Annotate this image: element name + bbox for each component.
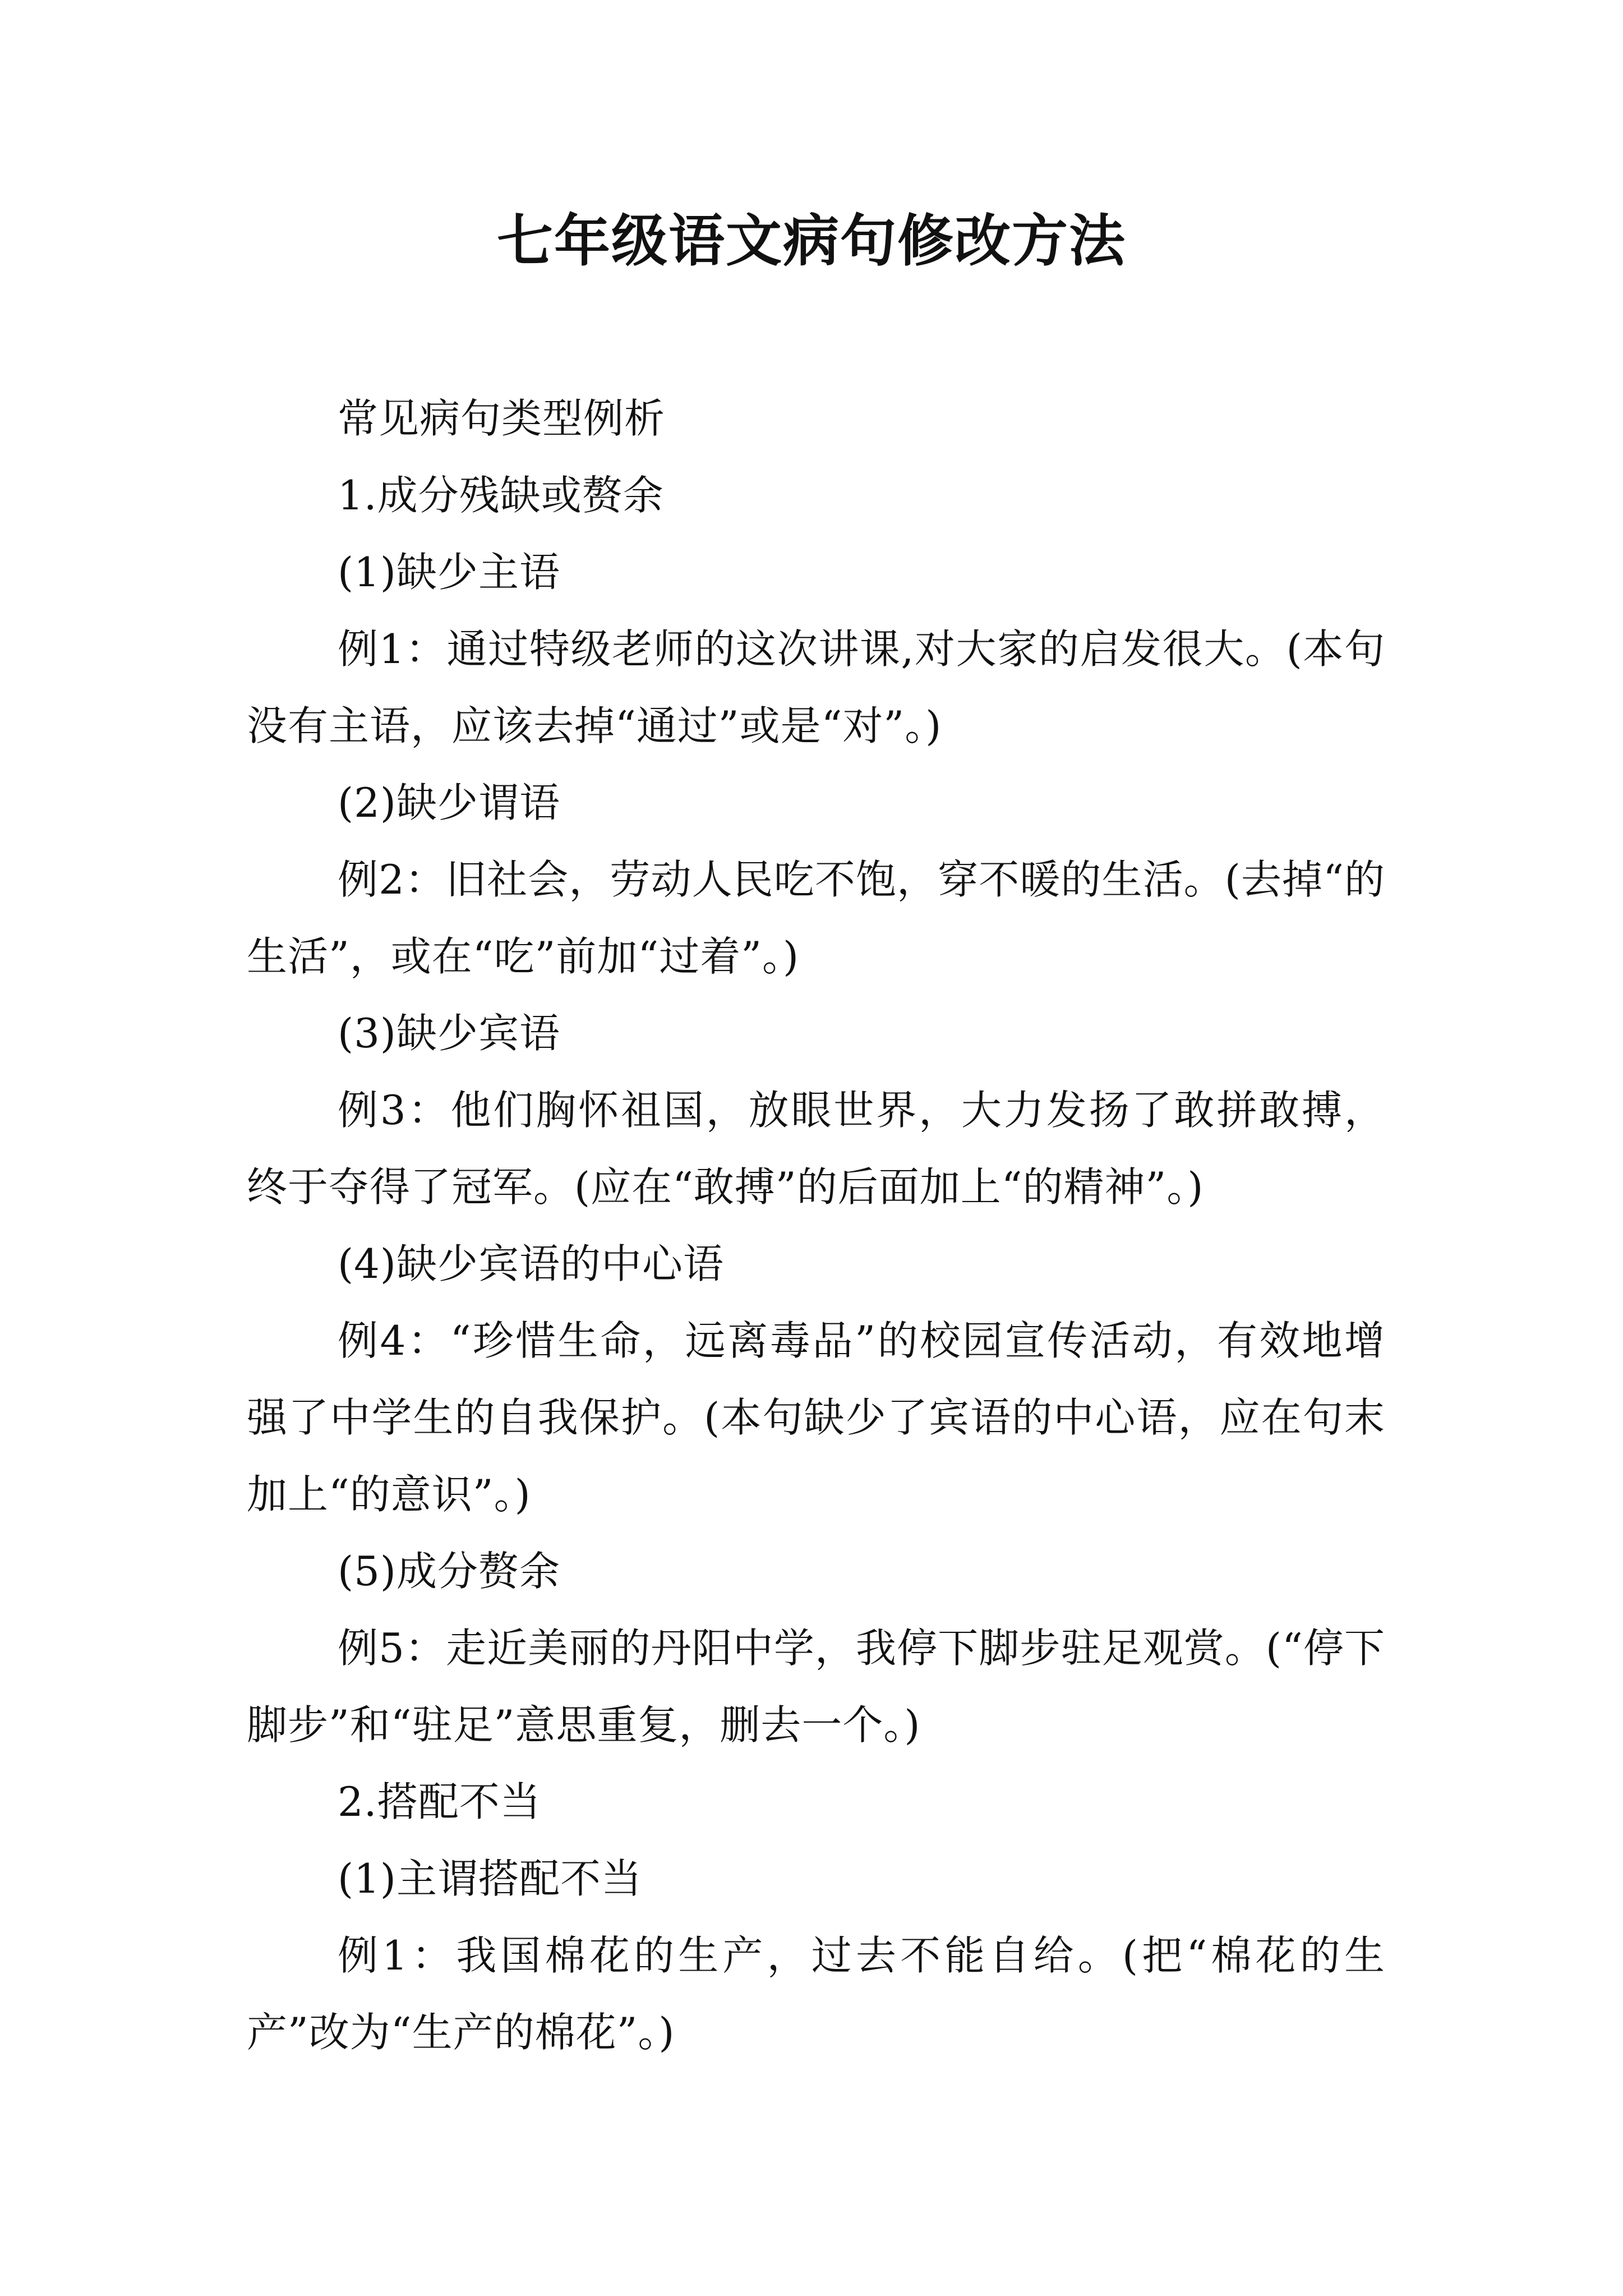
paragraph-example: 例4：“珍惜生命，远离毒品”的校园宣传活动，有效地增强了中学生的自我保护。(本句缺少了宾语的中心语，应在句末加上“的意识”。) — [247, 1317, 1385, 1518]
paragraph-subcategory: (3)缺少宾语 — [338, 1010, 560, 1057]
paragraph-example: 例5：走近美丽的丹阳中学，我停下脚步驻足观赏。(“停下脚步”和“驻足”意思重复，删去一个。) — [247, 1625, 1385, 1749]
paragraph-subcategory: (2)缺少谓语 — [338, 779, 560, 826]
paragraph-subcategory: (4)缺少宾语的中心语 — [338, 1240, 724, 1287]
document-body — [247, 380, 1385, 2071]
paragraph-subcategory: (5)成分赘余 — [338, 1548, 560, 1595]
paragraph-section-heading: 常见病句类型例析 — [338, 395, 666, 442]
paragraph-example: 例2：旧社会，劳动人民吃不饱，穿不暖的生活。(去掉“的生活”，或在“吃”前加“过着”。) — [247, 856, 1385, 980]
paragraph-category-2: 2.搭配不当 — [338, 1778, 541, 1825]
paragraph-example: 例3：他们胸怀祖国，放眼世界，大力发扬了敢拼敢搏，终于夺得了冠军。(应在“敢搏”的后面加上“的精神”。) — [247, 1087, 1385, 1211]
paragraph-example: 例1：我国棉花的生产，过去不能自给。(把“棉花的生产”改为“生产的棉花”。) — [247, 1932, 1385, 2056]
paragraph-category-1: 1.成分残缺或赘余 — [338, 472, 664, 519]
document-title: 七年级语文病句修改方法 — [497, 208, 1126, 274]
paragraph-subcategory: (1)缺少主语 — [338, 549, 560, 596]
paragraph-example: 例1：通过特级老师的这次讲课,对大家的启发很大。(本句没有主语，应该去掉“通过”或是“对”。) — [247, 625, 1385, 749]
paragraph-subcategory: (1)主谓搭配不当 — [338, 1855, 642, 1902]
